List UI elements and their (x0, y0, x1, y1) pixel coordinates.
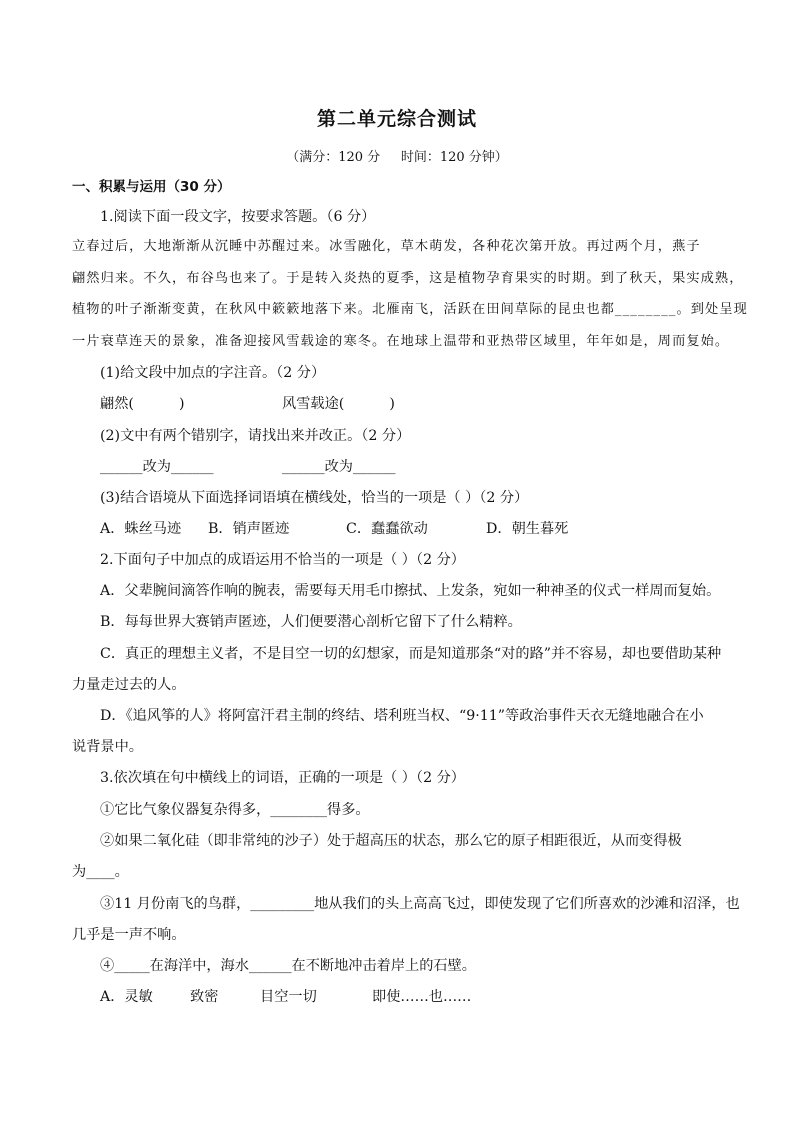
question-1-stem: 1.阅读下面一段文字，按要求答题。（6 分） (100, 209, 376, 225)
option-a: A．蛛丝马迹 (100, 521, 182, 537)
question-1-sub2-blanks (100, 456, 732, 478)
pinyin-item-a: 翩然( ) (100, 396, 185, 412)
option-a-word-2: 致密 (190, 989, 219, 1005)
question-2-option-d: D．《追风筝的人》将阿富汗君主制的终结、塔利班当权、“9·11”等政治事件天衣无缝地融合在小 (100, 708, 704, 724)
question-3-sentence-2-cont: 为____。 (72, 864, 129, 880)
exam-info: （满分：120 分 时间：120 分钟） (286, 150, 508, 165)
pinyin-item-b: 风雪载途( ) (282, 396, 395, 412)
question-3-sentence-3-cont: 几乎是一声不响。 (72, 927, 186, 943)
question-2-option-b: B．每每世界大赛销声匿迹，人们便要潜心剖析它留下了什么精粹。 (100, 614, 522, 630)
correction-blank-a: ______改为______ (100, 459, 214, 475)
option-a-word-4: 即使……也…… (372, 989, 472, 1005)
section-heading: 一、积累与运用（30 分） (72, 179, 231, 195)
question-2-option-d-cont: 说背景中。 (72, 739, 143, 755)
question-1-sub3-options (100, 518, 732, 540)
question-3-sentence-4: ④_____在海洋中，海水______在不断地冲击着岸上的石壁。 (100, 958, 476, 974)
question-2-option-c-cont: 力量走过去的人。 (72, 677, 186, 693)
correction-blank-b: ______改为______ (282, 459, 396, 475)
question-3-stem: 3.依次填在句中横线上的词语，正确的一项是（ ）（2 分） (100, 770, 465, 786)
option-d: D．朝生暮死 (486, 521, 569, 537)
question-2-stem: 2.下面句子中加点的成语运用不恰当的一项是（ ）（2 分） (100, 552, 465, 568)
passage-line-1: 立春过后，大地渐渐从沉睡中苏醒过来。冰雪融化，草木萌发，各种花次第开放。再过两个月，燕子 (72, 239, 701, 254)
question-3-option-a (100, 986, 732, 1008)
question-1-sub3-prompt: (3)结合语境从下面选择词语填在横线处，恰当的一项是（ ）（2 分） (100, 490, 529, 506)
question-3-sentence-2: ②如果二氧化硅（即非常纯的沙子）处于超高压的状态，那么它的原子相距很近，从而变得极 (100, 833, 682, 849)
question-1-sub2-prompt: (2)文中有两个错别字，请找出来并改正。（2 分） (100, 428, 411, 444)
question-2-option-a: A．父辈腕间滴答作响的腕表，需要每天用毛巾擦拭、上发条，宛如一种神圣的仪式一样周而复始。 (100, 583, 721, 599)
option-b: B．销声匿迹 (208, 521, 290, 537)
passage-line-2: 翩然归来。不久，布谷鸟也来了。于是转入炎热的夏季，这是植物孕育果实的时期。到了秋天，果实成熟， (72, 271, 744, 286)
question-1-sub1-prompt: (1)给文段中加点的字注音。（2 分） (100, 365, 326, 381)
question-1-sub1-items (100, 393, 732, 415)
option-a-word-3: 目空一切 (260, 989, 317, 1005)
option-a-word-1: A．灵敏 (100, 989, 153, 1005)
question-3-sentence-3: ③11 月份南飞的鸟群，_________地从我们的头上高高飞过，即使发现了它们所喜欢的沙滩和沼泽，也 (100, 896, 740, 912)
question-2-option-c: C．真正的理想主义者，不是目空一切的幻想家，而是知道那条“对的路”并不容易，却也要借助某种 (100, 646, 722, 662)
passage-line-4: 一片衰草连天的景象，准备迎接风雪载途的寒冬。在地球上温带和亚热带区域里，年年如是，周而复始。 (72, 334, 730, 349)
passage-line-3: 植物的叶子渐渐变黄，在秋风中簌簌地落下来。北雁南飞，活跃在田间草际的昆虫也都________。到处呈现 (72, 302, 748, 317)
page-title: 第二单元综合测试 (316, 108, 477, 130)
question-3-sentence-1: ①它比气象仪器复杂得多，________得多。 (100, 802, 370, 818)
option-c: C．蠢蠢欲动 (346, 521, 428, 537)
